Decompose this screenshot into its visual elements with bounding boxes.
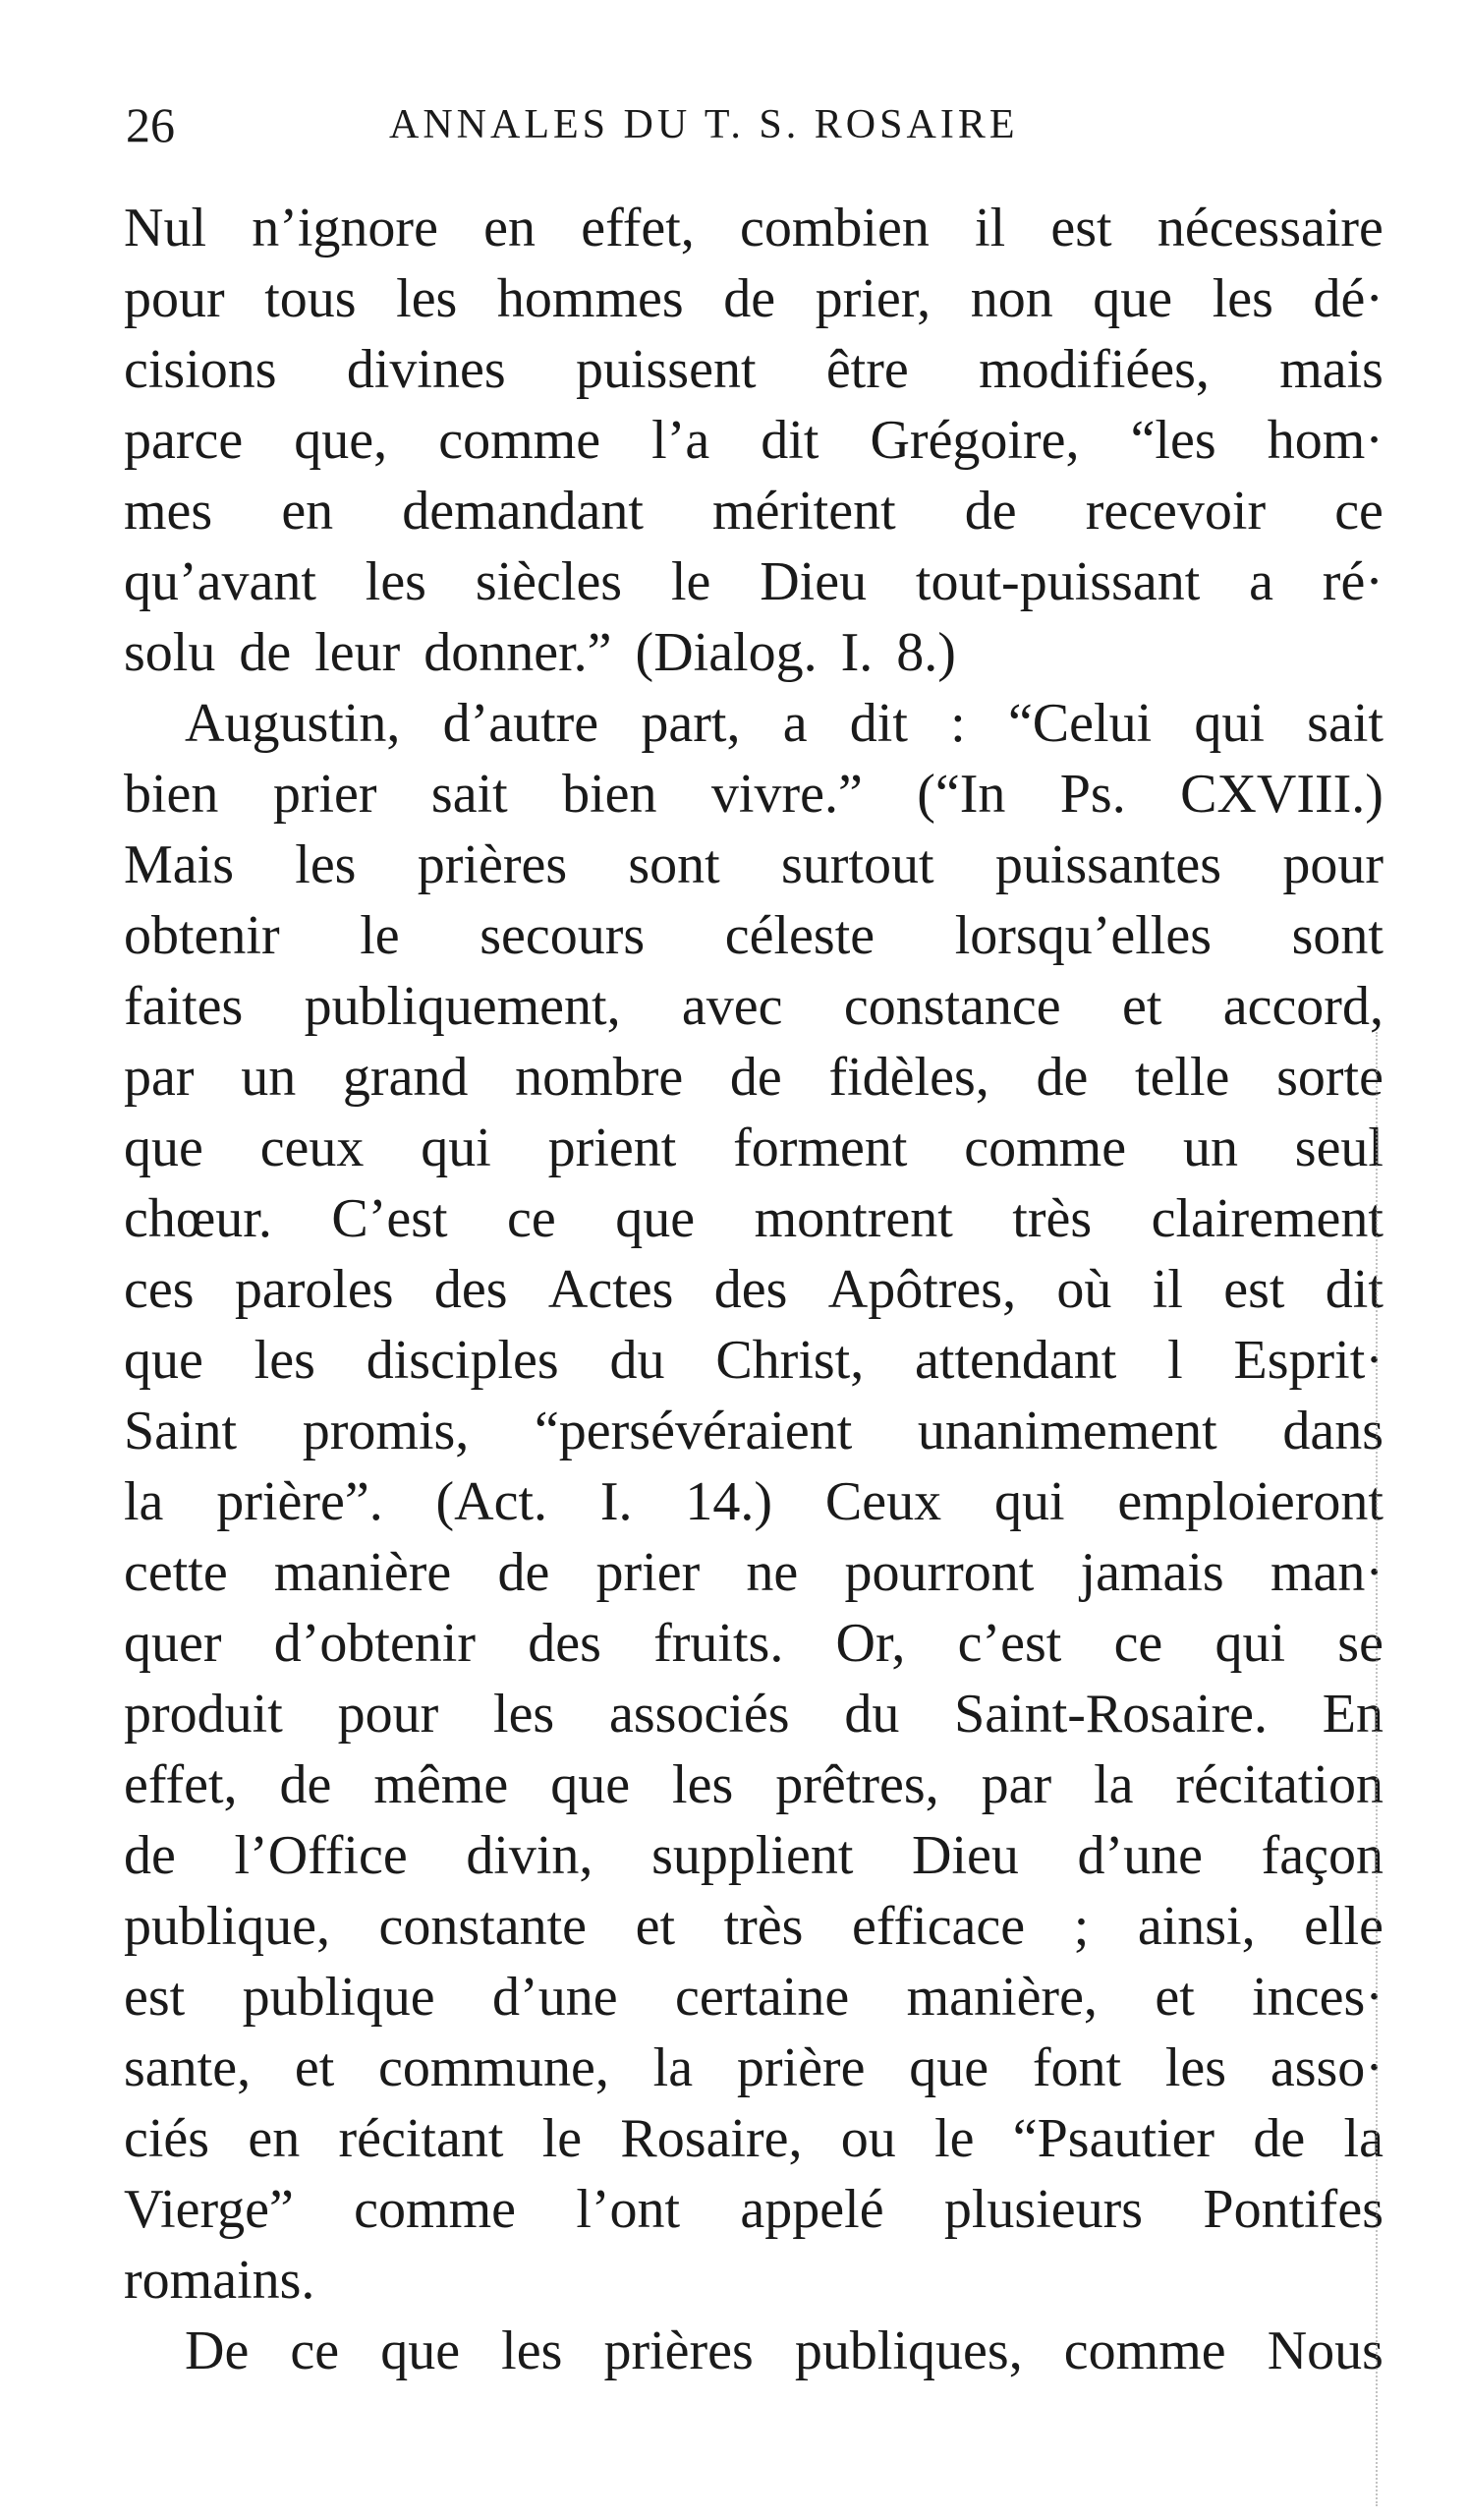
text-line: obtenir le secours céleste lorsqu’elles sont: [124, 905, 1383, 966]
text-line: faites publiquement, avec constance et accord,: [124, 976, 1383, 1037]
text-line: est publique d’une certaine manière, et inces·: [124, 1967, 1383, 2028]
text-line: bien prier sait bien vivre.” (“In Ps. CXVIII.): [124, 764, 1383, 825]
text-line: cisions divines puissent être modifiées, mais: [124, 339, 1383, 400]
text-line: sante, et commune, la prière que font les asso·: [124, 2037, 1383, 2098]
text-line: romains.: [124, 2250, 315, 2311]
text-line: parce que, comme l’a dit Grégoire, “les hom·: [124, 410, 1383, 471]
text-line: que ceux qui prient forment comme un seul: [124, 1117, 1383, 1178]
text-line: chœur. C’est ce que montrent très clairement: [124, 1188, 1383, 1249]
text-line: mes en demandant méritent de recevoir ce: [124, 481, 1383, 542]
text-line: publique, constante et très efficace ; ainsi, elle: [124, 1896, 1383, 1957]
text-line: la prière”. (Act. I. 14.) Ceux qui emploieront: [124, 1471, 1383, 1532]
text-line: Mais les prières sont surtout puissantes pour: [124, 834, 1383, 895]
text-line: qu’avant les siècles le Dieu tout-puissant a ré·: [124, 551, 1383, 612]
text-line: que les disciples du Christ, attendant l Esprit·: [124, 1330, 1383, 1391]
text-line: De ce que les prières publiques, comme Nous: [185, 2320, 1383, 2381]
text-line: quer d’obtenir des fruits. Or, c’est ce qui se: [124, 1613, 1383, 1674]
page-number: 26: [126, 97, 175, 152]
text-line: Nul n’ignore en effet, combien il est nécessaire: [124, 198, 1383, 258]
body-text: [124, 193, 1383, 2386]
text-line: par un grand nombre de fidèles, de telle sorte: [124, 1047, 1383, 1108]
text-line: effet, de même que les prêtres, par la récitation: [124, 1754, 1383, 1815]
text-line: Augustin, d’autre part, a dit : “Celui qui sait: [185, 693, 1383, 754]
text-line: Vierge” comme l’ont appelé plusieurs Pontifes: [124, 2179, 1383, 2240]
text-line: ces paroles des Actes des Apôtres, où il est dit: [124, 1259, 1383, 1320]
scan-edge-marks: [1376, 1032, 1397, 2506]
text-line: Saint promis, “persévéraient unanimement dans: [124, 1401, 1383, 1461]
running-title: ANNALES DU T. S. ROSAIRE: [389, 102, 1019, 147]
running-head: [126, 90, 1374, 159]
text-line: produit pour les associés du Saint-Rosaire. En: [124, 1684, 1383, 1745]
text-line: pour tous les hommes de prier, non que les dé·: [124, 268, 1383, 329]
text-line: ciés en récitant le Rosaire, ou le “Psautier de la: [124, 2108, 1383, 2169]
text-line: cette manière de prier ne pourront jamais man·: [124, 1542, 1383, 1603]
text-line: de l’Office divin, supplient Dieu d’une façon: [124, 1825, 1383, 1886]
text-line: solu de leur donner.” (Dialog. I. 8.): [124, 622, 956, 683]
